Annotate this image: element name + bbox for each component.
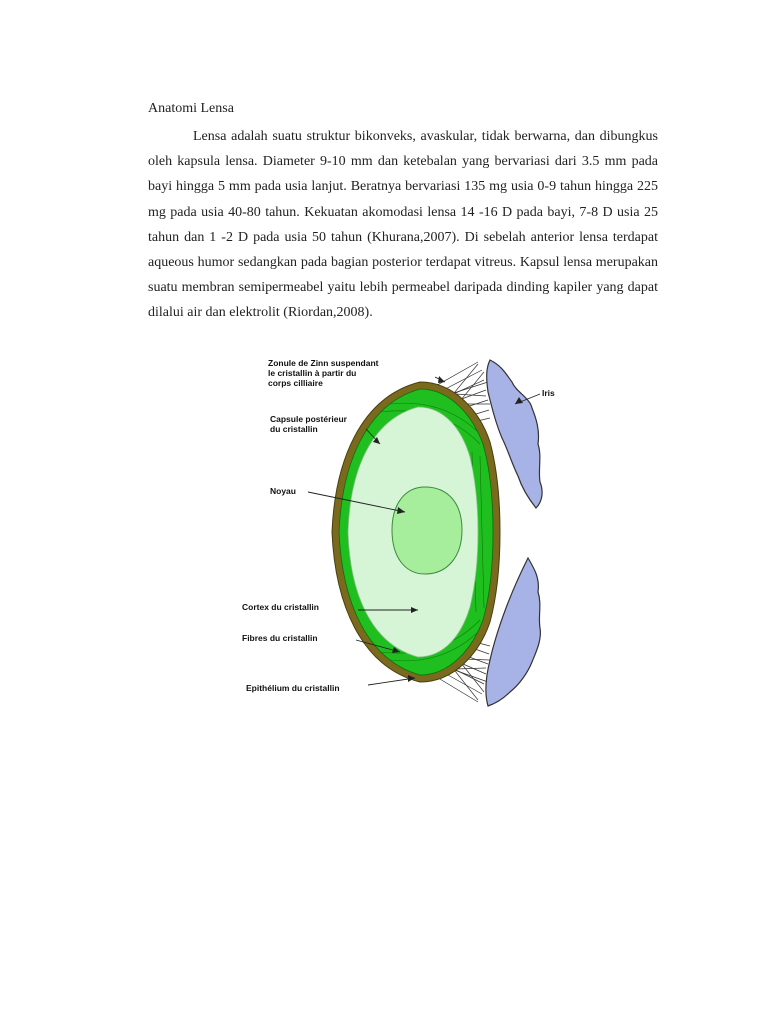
label-epithelium: Epithélium du cristallin [246, 683, 340, 693]
label-capsule-line2: du cristallin [270, 424, 318, 434]
label-fibres: Fibres du cristallin [242, 633, 318, 643]
label-noyau: Noyau [270, 486, 296, 496]
label-iris: Iris [542, 388, 555, 398]
label-zonule-line1: Zonule de Zinn suspendant [268, 358, 379, 368]
lens-diagram [240, 352, 560, 712]
body-paragraph: Lensa adalah suatu struktur bikonveks, avaskular, tidak berwarna, dan dibungkus oleh kapsula lensa. Diameter 9-10 mm dan ketebalan yang bervariasi dari 3.5 mm pada bayi hingga 5 mm pada usia lanjut. Beratnya bervariasi 135 mg usia 0-9 tahun hingga 225 mg pada usia 40-80 tahun. Kekuatan akomodasi lensa 14 -16 D pada bayi, 7-8 D usia 25 tahun dan 1 -2 D pada usia 50 tahun (Khurana,2007). Di sebelah anterior lensa terdapat aqueous humor sedangkan pada bagian posterior terdapat vitreus. Kapsul lensa merupakan suatu membran semipermeabel yaitu lebih permeabel daripada dinding kapiler yang dapat dilalui air dan elektrolit (Riordan,2008). [148, 129, 658, 321]
label-zonule-line2: le cristallin à partir du [268, 368, 357, 378]
lens-anatomy-figure [240, 352, 560, 712]
label-capsule-line1: Capsule postérieur [270, 414, 347, 424]
label-zonule-line3: corps cilliaire [268, 378, 323, 388]
label-cortex: Cortex du cristallin [242, 602, 319, 612]
lens-nucleus [392, 487, 462, 574]
section-heading: Anatomi Lensa [148, 101, 234, 116]
